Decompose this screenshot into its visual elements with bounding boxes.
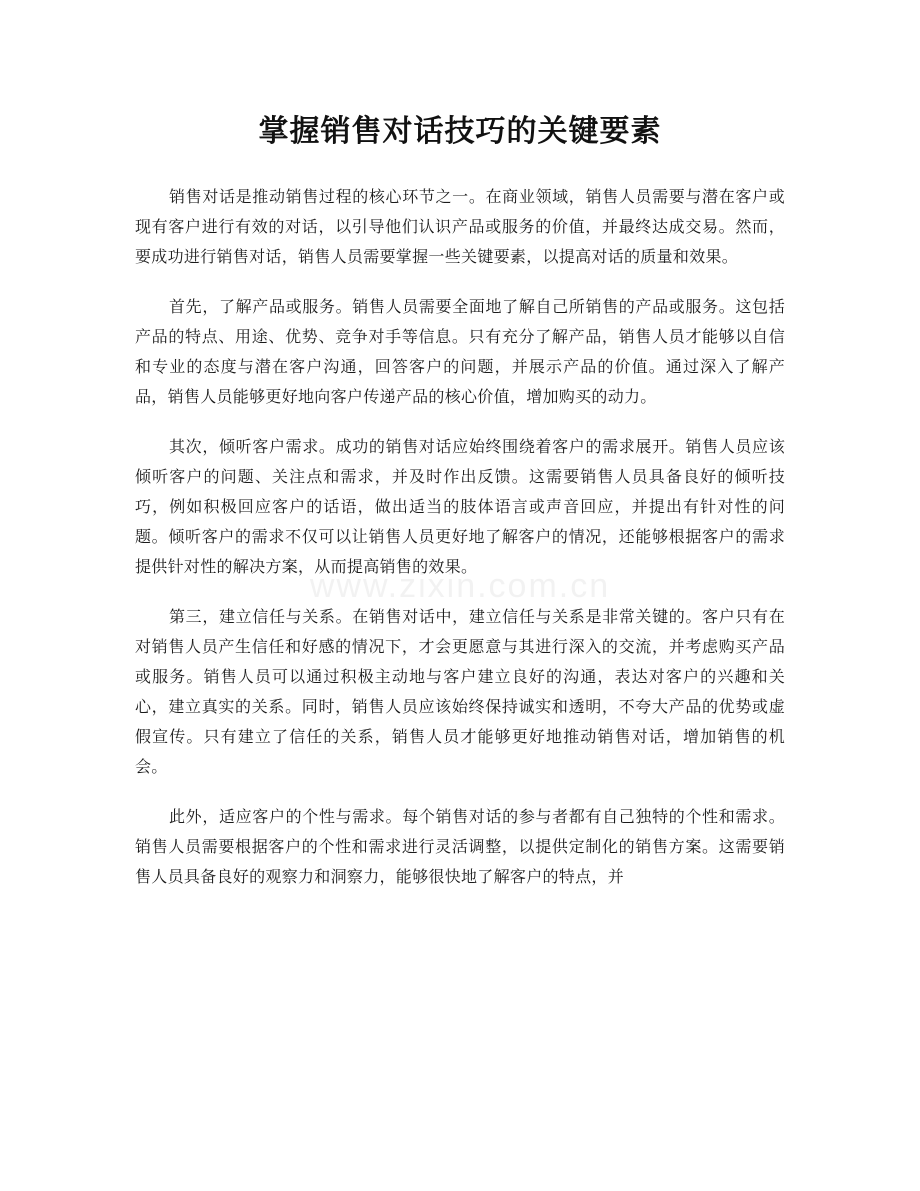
document-body [135, 182, 785, 912]
watermark: www.zixin.com.cn [309, 567, 611, 605]
document-title: 掌握销售对话技巧的关键要素 [258, 114, 662, 149]
paragraph-listen-needs: 其次，倾听客户需求。成功的销售对话应始终围绕着客户的需求展开。销售人员应该倾听客户的问题、关注点和需求，并及时作出反馈。这需要销售人员具备良好的倾听技巧，例如积极回应客户的话语，做出适当的肢体语言或声音回应，并提出有针对性的问题。倾听客户的需求不仅可以让销售人员更好地了解客户的情况，还能够根据客户的需求提供针对性的解决方案，从而提高销售的效果。 [135, 437, 785, 576]
paragraph-adapt-personality: 此外，适应客户的个性与需求。每个销售对话的参与者都有自己独特的个性和需求。销售人员需要根据客户的个性和需求进行灵活调整，以提供定制化的销售方案。这需要销售人员具备良好的观察力和洞察力，能够很快地了解客户的特点，并 [135, 807, 785, 886]
paragraph-product-knowledge: 首先，了解产品或服务。销售人员需要全面地了解自己所销售的产品或服务。这包括产品的特点、用途、优势、竞争对手等信息。只有充分了解产品，销售人员才能够以自信和专业的态度与潜在客户沟通，回答客户的问题，并展示产品的价值。通过深入了解产品，销售人员能够更好地向客户传递产品的核心价值，增加购买的动力。 [135, 297, 785, 406]
paragraph-intro: 销售对话是推动销售过程的核心环节之一。在商业领域，销售人员需要与潜在客户或现有客户进行有效的对话，以引导他们认识产品或服务的价值，并最终达成交易。然而，要成功进行销售对话，销售人员需要掌握一些关键要素，以提高对话的质量和效果。 [135, 187, 785, 266]
paragraph-build-trust: 第三，建立信任与关系。在销售对话中，建立信任与关系是非常关键的。客户只有在对销售人员产生信任和好感的情况下，才会更愿意与其进行深入的交流，并考虑购买产品或服务。销售人员可以通过积极主动地与客户建立良好的沟通，表达对客户的兴趣和关心，建立真实的关系。同时，销售人员应该始终保持诚实和透明，不夸大产品的优势或虚假宣传。只有建立了信任的关系，销售人员才能够更好地推动销售对话，增加销售的机会。 [135, 607, 785, 776]
